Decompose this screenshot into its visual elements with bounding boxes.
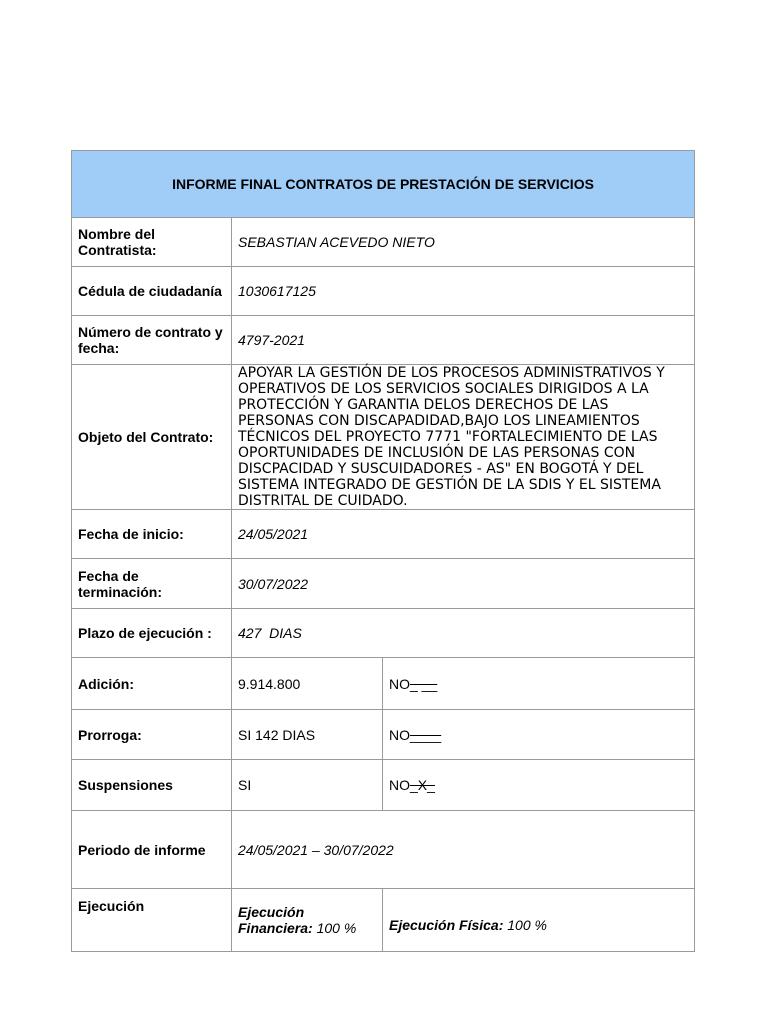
- row-contrato: [72, 316, 695, 365]
- label-adicion: Adición:: [72, 658, 232, 710]
- value-inicio: 24/05/2021: [232, 510, 695, 559]
- value-adicion-si: 9.914.800: [232, 658, 383, 710]
- row-nombre: [72, 218, 695, 267]
- no-prefix: NO: [389, 726, 410, 743]
- value-ejecucion-fisica: [383, 889, 695, 952]
- row-cedula: [72, 267, 695, 316]
- value-suspensiones-si: SI: [232, 760, 383, 811]
- label-prorroga: Prorroga:: [72, 710, 232, 760]
- value-cedula: 1030617125: [232, 267, 695, 316]
- label-nombre: Nombre del Contratista:: [72, 218, 232, 267]
- report-title: INFORME FINAL CONTRATOS DE PRESTACIÓN DE SERVICIOS: [72, 151, 695, 218]
- no-mark: _X_: [410, 777, 435, 793]
- row-ejecucion: [72, 889, 695, 952]
- no-prefix: NO: [389, 675, 410, 692]
- value-periodo: 24/05/2021 – 30/07/2022: [232, 811, 695, 889]
- value-terminacion: 30/07/2022: [232, 559, 695, 609]
- row-inicio: [72, 510, 695, 559]
- row-periodo: [72, 811, 695, 889]
- no-prefix: NO: [389, 777, 410, 793]
- value-ejecucion-financiera: [232, 889, 383, 952]
- value-plazo: 427 DIAS: [232, 609, 695, 658]
- title-row: [72, 151, 695, 218]
- row-plazo: [72, 609, 695, 658]
- report-table: [71, 150, 695, 952]
- row-suspensiones: [72, 760, 695, 811]
- label-cedula: Cédula de ciudadanía: [72, 267, 232, 316]
- value-adicion-no: [383, 658, 695, 710]
- value-prorroga-si: SI 142 DIAS: [232, 710, 383, 760]
- row-terminacion: [72, 559, 695, 609]
- value-suspensiones-no: [383, 760, 695, 811]
- label-periodo: Periodo de informe: [72, 811, 232, 889]
- fisica-value: 100 %: [507, 916, 547, 933]
- financiera-value: 100 %: [316, 920, 357, 936]
- label-suspensiones: Suspensiones: [72, 760, 232, 811]
- label-terminacion: Fecha de terminación:: [72, 559, 232, 609]
- label-ejecucion: Ejecución: [72, 889, 232, 952]
- label-objeto: Objeto del Contrato:: [72, 365, 232, 510]
- value-nombre: SEBASTIAN ACEVEDO NIETO: [232, 218, 695, 267]
- row-objeto: [72, 365, 695, 510]
- no-mark: ____: [410, 726, 442, 743]
- value-prorroga-no: [383, 710, 695, 760]
- fisica-label: Ejecución Física:: [389, 916, 504, 933]
- value-contrato: 4797-2021: [232, 316, 695, 365]
- no-mark: _ __: [410, 675, 438, 692]
- label-plazo: Plazo de ejecución :: [72, 609, 232, 658]
- row-adicion: [72, 658, 695, 710]
- label-inicio: Fecha de inicio:: [72, 510, 232, 559]
- value-objeto: APOYAR LA GESTIÓN DE LOS PROCESOS ADMINISTRATIVOS Y OPERATIVOS DE LOS SERVICIOS SOCIALES DIRIGIDOS A LA PROTECCIÓN Y GARANTIA DELOS DERECHOS DE LAS PERSONAS CON DISCAPADIDAD,BAJO LOS LINEAMIENTOS TÉCNICOS DEL PROYECTO 7771 "FORTALECIMIENTO DE LAS OPORTUNIDADES DE INCLUSIÓN DE LAS PERSONAS CON DISCPACIDAD Y SUSCUIDADORES - AS" EN BOGOTÁ Y DEL SISTEMA INTEGRADO DE GESTIÓN DE LA SDIS Y EL SISTEMA DISTRITAL DE CUIDADO.: [232, 365, 695, 510]
- financiera-label: Ejecución Financiera:: [238, 904, 313, 936]
- label-contrato: Número de contrato y fecha:: [72, 316, 232, 365]
- row-prorroga: [72, 710, 695, 760]
